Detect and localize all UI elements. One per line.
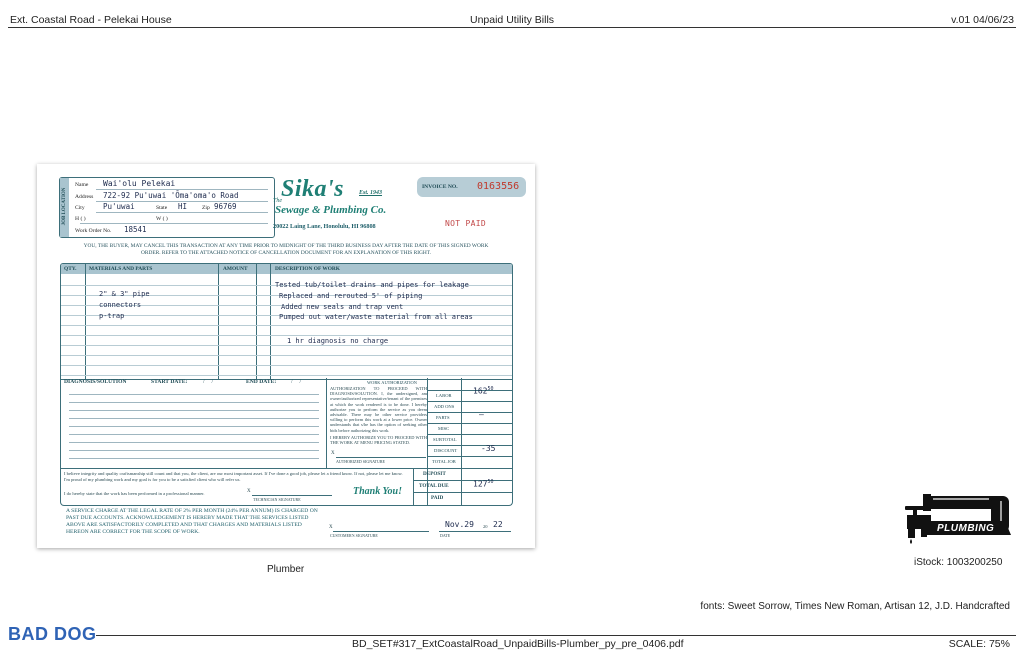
start-date-value: / / xyxy=(203,379,214,385)
fonts-note: fonts: Sweet Sorrow, Times New Roman, Artisan 12, J.D. Handcrafted xyxy=(700,601,1010,612)
name-label: Name xyxy=(75,182,89,188)
company-name: Sika's xyxy=(281,176,345,202)
date-year-prefix: 20 xyxy=(483,524,488,529)
lower-section xyxy=(60,378,513,506)
faucet-pipe-icon xyxy=(893,493,1011,545)
caption-plumber: Plumber xyxy=(267,564,305,575)
address-label: Address xyxy=(75,194,94,200)
work-auth-text-2: I HEREBY AUTHORIZE YOU TO PROCEED WITH THE WORK AT MENU PRICING STATED. xyxy=(330,435,427,446)
work-auth-title: WORK AUTHORIZATION xyxy=(367,380,417,385)
addons-label: ADD ONS xyxy=(434,404,455,409)
material-row-3: p-trap xyxy=(99,312,125,320)
state-value: HI xyxy=(178,202,188,211)
date-year: 22 xyxy=(493,520,503,529)
company-established: Est. 1943 xyxy=(359,190,383,196)
home-phone-label: H ( ) xyxy=(75,216,86,222)
discount-label: DISCOUNT xyxy=(434,448,458,453)
labor-label: LABOR xyxy=(436,393,452,398)
start-date-label: START DATE: xyxy=(151,379,188,385)
description-row-3: Added new seals and trap vent xyxy=(281,303,404,311)
customer-sig-x: X xyxy=(329,525,333,530)
cancel-notice: YOU, THE BUYER, MAY CANCEL THIS TRANSACTION AT ANY TIME PRIOR TO MIDNIGHT OF THE THIRD BUSINESS DAY AFTER THE DATE OF THIS SIGNED WORK ORDER. REFER TO THE ATTACHED NOTICE OF CANCELLATION DOCUMENT FOR AN EXPLANATION OF THIS RIGHT. xyxy=(83,243,489,256)
invoice-number-label: INVOICE NO. xyxy=(422,184,458,190)
parts-value: — xyxy=(479,410,484,419)
work-done-text: I do hereby state that the work has been performed in a professional manner. xyxy=(64,491,205,496)
auth-sig-label: AUTHORIZED SIGNATURE xyxy=(336,459,385,464)
material-row-2: connectors xyxy=(99,301,142,309)
description-row-2: Replaced and rerouted 5' of piping xyxy=(279,292,423,300)
not-paid-stamp: NOT PAID xyxy=(445,219,486,228)
header-center: Unpaid Utility Bills xyxy=(470,14,555,26)
name-value: Wai'olu Pelekai xyxy=(103,179,176,188)
invoice-number: 0163556 xyxy=(477,181,520,192)
job-location-label: JOB LOCATION xyxy=(62,187,67,226)
plumbing-logo-icon xyxy=(893,493,1011,545)
date-value: Nov.29 xyxy=(445,520,474,529)
parts-label: PARTS xyxy=(436,415,450,420)
paid-label: PAID xyxy=(431,495,444,501)
technician-sig-x: X xyxy=(247,489,251,494)
invoice-number-box xyxy=(417,177,526,197)
total-due-value: $127^{50}$ xyxy=(473,479,494,489)
technician-sig-label: TECHNICIAN SIGNATURE xyxy=(253,497,301,502)
job-location-box xyxy=(59,177,275,238)
materials-header: MATERIALS AND PARTS xyxy=(89,266,153,272)
zip-value: 96769 xyxy=(214,202,237,211)
total-job-label: TOTAL JOB xyxy=(432,459,456,464)
brand-logo: BAD DOG xyxy=(8,624,97,644)
auth-sig-x: X xyxy=(331,451,335,456)
description-row-4: Pumped out water/waste material from all areas xyxy=(279,313,473,321)
service-charge-notice: A SERVICE CHARGE AT THE LEGAL RATE OF 2% PER MONTH (24% PER ANNUM) IS CHARGED ON PAST DUE ACCOUNTS. ACKNOWLEDGEMENT IS HEREBY MADE THAT THE SERVICES LISTED ABOVE ARE SATISFACTORILY COMPLETED AND THAT CHARGES AND MATERIALS LISTED HEREON ARE CORRECT FOR THE SCOPE OF WORK. xyxy=(66,508,318,535)
material-row-1: 2" & 3" pipe xyxy=(99,290,150,298)
subtotal-label: SUBTOTAL xyxy=(433,437,457,442)
description-header: DESCRIPTION OF WORK xyxy=(275,266,340,272)
company-the: The xyxy=(273,198,282,204)
total-due-label: TOTAL DUE xyxy=(419,483,449,489)
description-row-1: Tested tub/toilet drains and pipes for leakage xyxy=(275,281,469,289)
city-label: City xyxy=(75,205,85,211)
company-logo xyxy=(273,178,419,236)
customer-sig-label: CUSTOMER'S SIGNATURE xyxy=(330,533,378,538)
company-address: 20022 Laing Lane, Honolulu, HI 96808 xyxy=(273,223,376,230)
work-table xyxy=(60,263,513,380)
work-order-label: Work Order No. xyxy=(75,228,112,234)
istock-id: iStock: 1003200250 xyxy=(914,557,1003,568)
address-value: 722-92 Pu'uwai 'Ōma'oma'o Road xyxy=(103,191,239,200)
state-label: State xyxy=(156,205,168,211)
footer-divider xyxy=(96,635,1016,636)
discount-value: -35 xyxy=(481,444,496,453)
zip-label: Zip xyxy=(202,205,210,211)
city-value: Pu'uwai xyxy=(103,202,135,211)
integrity-text: I believe integrity and quality craftsmanship still count and that you, the client, are our most important asset. If I've done a good job, please let a friend know. If not, please let me know. I'm proud of my plumbing work and my goal is for you to be a satisfied client who will refer us. xyxy=(64,471,403,482)
work-auth-text: AUTHORIZATION TO PROCEED WITH DIAGNOSIS/SOLUTION. I, the undersigned, am owner/authorized representative/tenant of the premises at which the work rendered is to be done. I hereby authorize you to perform the service as you deem advisable. There may be other service providers willing to perform this work at a lower price. Owner understands that s/he has the option of seeking other bids before authorizing this work. xyxy=(330,386,427,433)
footer-scale: SCALE: 75% xyxy=(948,638,1010,650)
work-order-value: 18541 xyxy=(124,225,147,234)
description-row-5: 1 hr diagnosis no charge xyxy=(287,337,389,345)
header-divider xyxy=(8,27,1016,28)
amount-header: AMOUNT xyxy=(223,266,248,272)
date-label: DATE xyxy=(440,533,451,538)
misc-label: MISC xyxy=(438,426,450,431)
job-location-sidebar xyxy=(60,178,69,237)
deposit-label: DEPOSIT xyxy=(423,471,446,477)
thank-you-text: Thank You! xyxy=(353,486,403,497)
invoice-document xyxy=(37,164,535,548)
work-phone-label: W ( ) xyxy=(156,216,168,222)
labor-value: $162^{50}$ xyxy=(473,386,494,396)
end-date-label: END DATE: xyxy=(246,379,277,385)
header-right: v.01 04/06/23 xyxy=(951,14,1014,26)
footer-filename: BD_SET#317_ExtCoastalRoad_UnpaidBills-Plumber_py_pre_0406.pdf xyxy=(352,638,684,650)
header-left: Ext. Coastal Road - Pelekai House xyxy=(10,14,172,26)
end-date-value: / / xyxy=(291,379,302,385)
plumbing-logo-label: PLUMBING xyxy=(937,523,995,534)
diagnosis-label: DIAGNOSIS/SOLUTION xyxy=(64,379,127,385)
company-subtitle: Sewage & Plumbing Co. xyxy=(275,204,387,216)
qty-header: QTY. xyxy=(64,266,77,272)
